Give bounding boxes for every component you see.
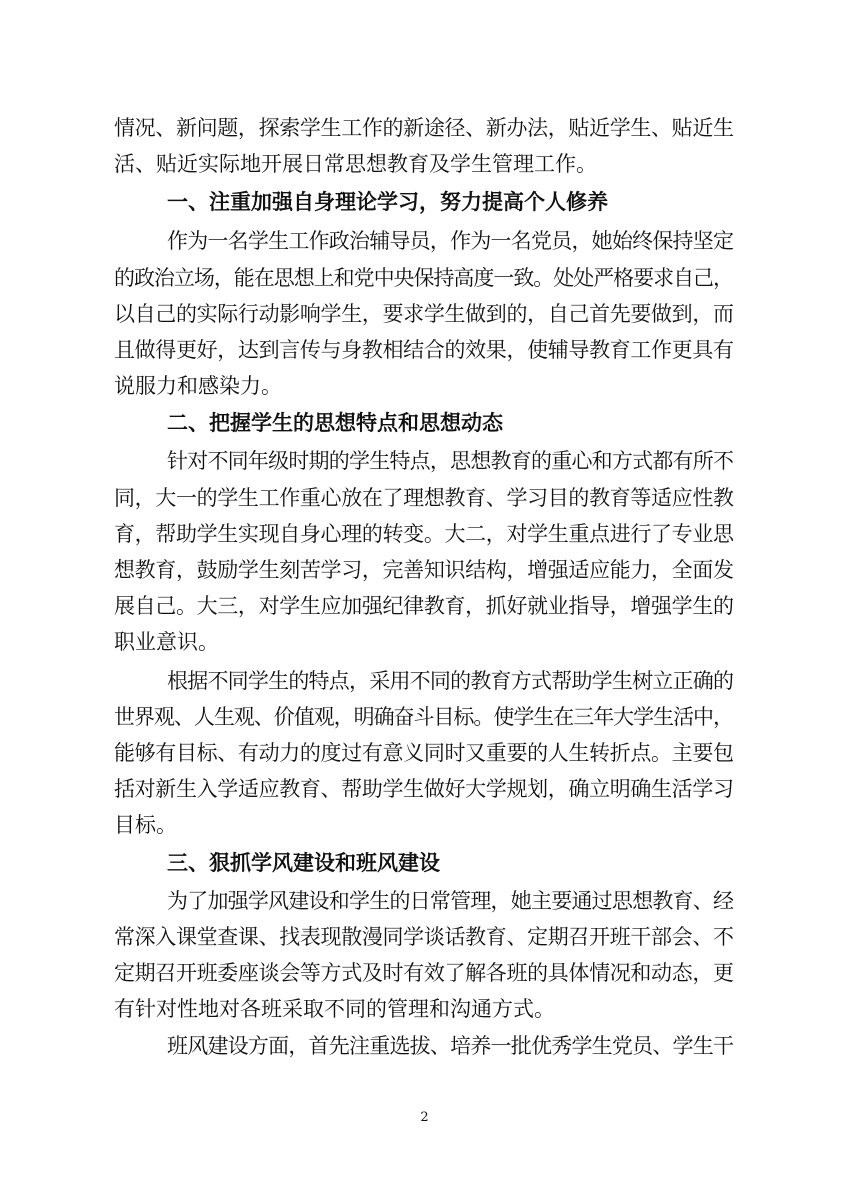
line-text: 作为一名学生工作政治辅导员，作为一名党员，她始终保持坚定 <box>167 229 734 253</box>
line-text: 活、贴近实际地开展日常思想教育及学生管理工作。 <box>114 152 597 176</box>
line-text: 括对新生入学适应教育、帮助学生做好大学规划，确立明确生活学习 <box>114 777 734 801</box>
line-text: 目标。 <box>114 813 177 837</box>
line-text: 且做得更好，达到言传与身教相结合的效果，使辅导教育工作更具有 <box>114 338 734 362</box>
line-text: 根据不同学生的特点，采用不同的教育方式帮助学生树立正确的 <box>167 669 734 693</box>
line-text: 以自己的实际行动影响学生，要求学生做到的，自己首先要做到，而 <box>114 302 734 326</box>
heading-text: 一、注重加强自身理论学习，努力提高个人修养 <box>167 189 608 214</box>
line-text: 针对不同年级时期的学生特点，思想教育的重心和方式都有所不 <box>167 449 734 473</box>
line-text: 说服力和感染力。 <box>114 374 282 398</box>
line-text: 为了加强学风建设和学生的日常管理，她主要通过思想教育、经 <box>167 889 734 913</box>
line-text: 展自己。大三，对学生应加强纪律教育，抓好就业指导，增强学生的 <box>114 594 734 618</box>
page-number: 2 <box>420 1110 429 1125</box>
line-text: 情况、新问题，探索学生工作的新途径、新办法，贴近学生、贴近生 <box>114 116 734 140</box>
line-text: 想教育，鼓励学生刻苦学习，完善知识结构，增强适应能力，全面发 <box>114 558 734 582</box>
line-text: 定期召开班委座谈会等方式及时有效了解各班的具体情况和动态，更 <box>114 961 734 985</box>
line-text: 能够有目标、有动力的度过有意义同时又重要的人生转折点。主要包 <box>114 741 734 765</box>
heading-text: 三、狠抓学风建设和班风建设 <box>167 850 440 875</box>
line-text: 有针对性地对各班采取不同的管理和沟通方式。 <box>114 997 555 1021</box>
line-text: 常深入课堂查课、找表现散漫同学谈话教育、定期召开班干部会、不 <box>114 925 734 949</box>
heading-text: 二、把握学生的思想特点和思想动态 <box>167 410 503 435</box>
line-text: 班风建设方面，首先注重选拔、培养一批优秀学生党员、学生干 <box>167 1034 734 1058</box>
line-text: 育，帮助学生实现自身心理的转变。大二，对学生重点进行了专业思 <box>114 522 734 546</box>
line-text: 的政治立场，能在思想上和党中央保持高度一致。处处严格要求自己， <box>114 266 733 290</box>
line-text: 同，大一的学生工作重心放在了理想教育、学习目的教育等适应性教 <box>114 486 734 510</box>
line-text: 职业意识。 <box>114 630 219 654</box>
line-text: 世界观、人生观、价值观，明确奋斗目标。使学生在三年大学生活中， <box>114 705 733 729</box>
